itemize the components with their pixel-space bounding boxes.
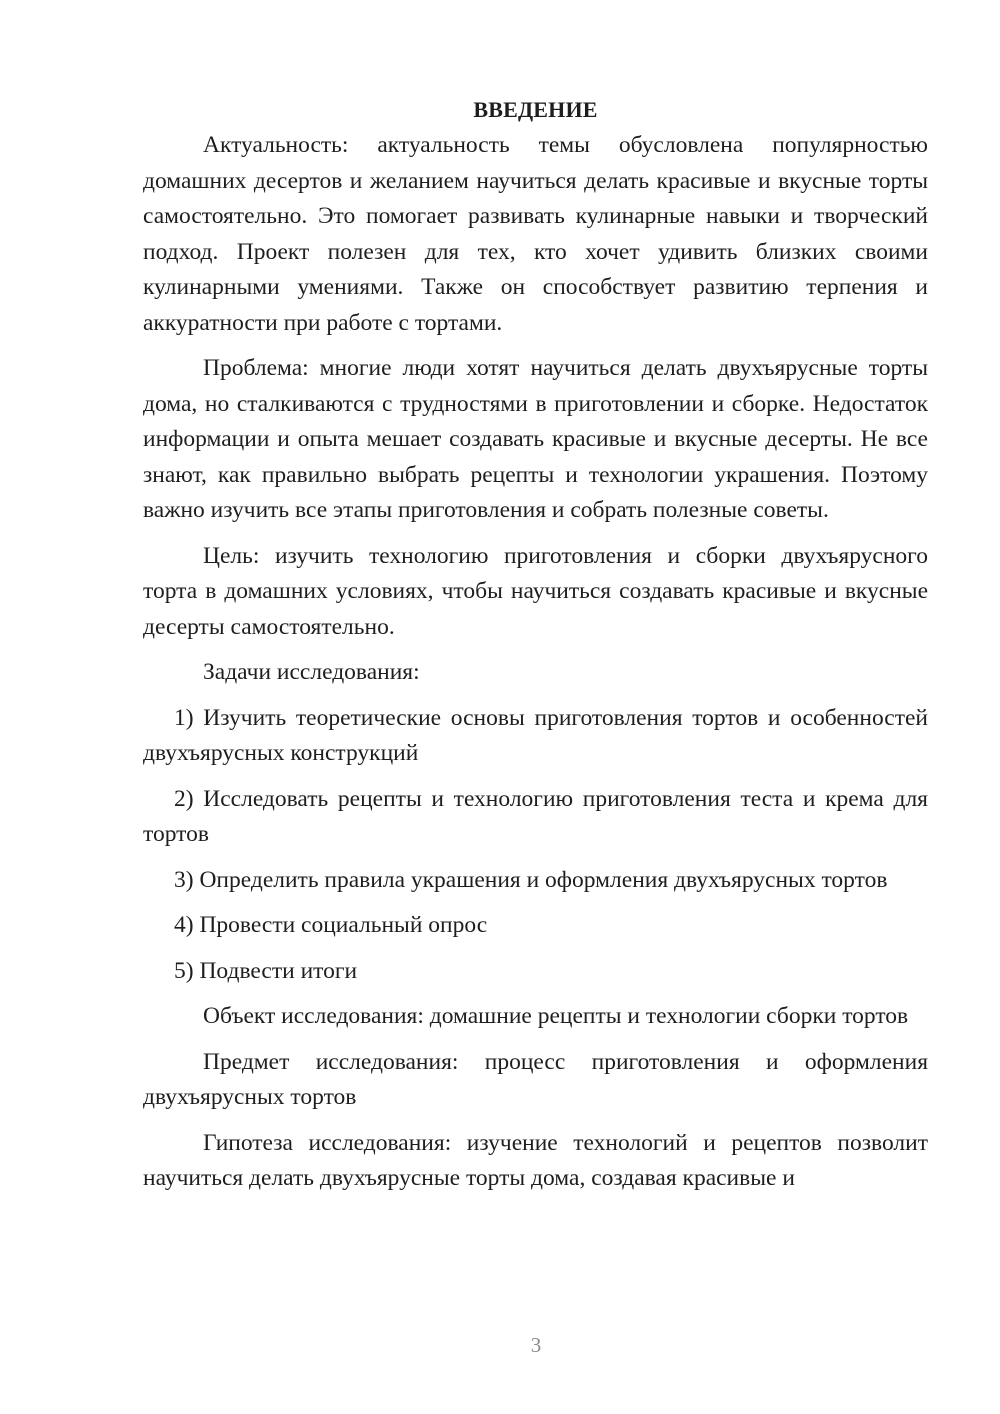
hypothesis-paragraph: Гипотеза исследования: изучение технологий и рецептов позволит научиться делать двухъярусные торты дома, создавая красивые и [143,1129,928,1191]
page-title: ВВЕДЕНИЕ [473,97,598,122]
task-item-5: 5) Подвести итоги [174,957,358,984]
task-item-1: 1) Изучить теоретические основы приготовления тортов и особенностей двухъярусных конструкций [143,704,928,766]
page-number: 3 [530,1333,542,1357]
object-paragraph: Объект исследования: домашние рецепты и технологии сборки тортов [203,1003,909,1029]
task-item-3: 3) Определить правила украшения и оформления двухъярусных тортов [174,866,888,893]
relevance-paragraph: Актуальность: актуальность темы обусловлена популярностью домашних десертов и желанием научиться делать красивые и вкусные торты самостоятельно. Это помогает развивать кулинарные навыки и творческий подход. Проект полезен для тех, кто хочет удивить близких своими кулинарными умениями. Также он способствует развитию терпения и аккуратности при работе с тортами. [143,132,928,336]
tasks-heading: Задачи исследования: [203,659,420,685]
task-item-4: 4) Провести социальный опрос [174,912,488,938]
document-body [143,92,928,1197]
problem-paragraph: Проблема: многие люди хотят научиться делать двухъярусные торты дома, но сталкиваются с трудностями в приготовлении и сборке. Недостаток информации и опыта мешает создавать красивые и вкусные десерты. Не все знают, как правильно выбрать рецепты и технологии украшения. Поэтому важно изучить все этапы приготовления и собрать полезные советы. [143,355,928,523]
subject-paragraph: Предмет исследования: процесс приготовления и оформления двухъярусных тортов [143,1048,928,1110]
goal-paragraph: Цель: изучить технологию приготовления и сборки двухъярусного торта в домашних условиях, чтобы научиться создавать красивые и вкусные десерты самостоятельно. [143,542,928,640]
task-item-2: 2) Исследовать рецепты и технологию приготовления теста и крема для тортов [143,785,928,847]
